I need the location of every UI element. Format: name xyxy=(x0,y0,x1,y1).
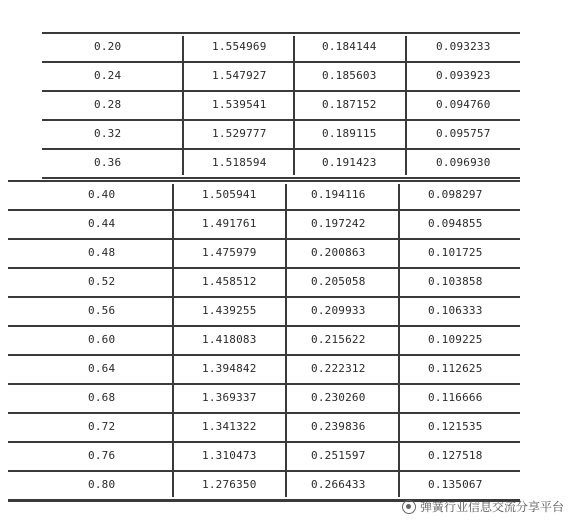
table-cell: 0.191423 xyxy=(322,156,377,169)
column-separator xyxy=(285,184,287,497)
watermark xyxy=(402,498,564,515)
column-separator xyxy=(293,36,295,175)
table-row-key-cell: 0.76 xyxy=(88,449,116,462)
table-row-key-cell: 0.24 xyxy=(94,69,122,82)
table-cell: 0.098297 xyxy=(428,188,483,201)
table-cell: 0.106333 xyxy=(428,304,483,317)
table-cell: 0.194116 xyxy=(311,188,366,201)
column-separator xyxy=(182,36,184,175)
table-cell: 0.101725 xyxy=(428,246,483,259)
table-row-key-cell: 0.68 xyxy=(88,391,116,404)
table-cell: 0.112625 xyxy=(428,362,483,375)
table-cell: 1.439255 xyxy=(202,304,257,317)
table-rule xyxy=(8,209,520,211)
table-cell: 0.095757 xyxy=(436,127,491,140)
table-rule xyxy=(42,177,520,179)
table-cell: 0.200863 xyxy=(311,246,366,259)
table-cell: 0.189115 xyxy=(322,127,377,140)
table-cell: 1.554969 xyxy=(212,40,267,53)
table-row-key-cell: 0.28 xyxy=(94,98,122,111)
table-cell: 1.458512 xyxy=(202,275,257,288)
table-row-key-cell: 0.20 xyxy=(94,40,122,53)
table-rule xyxy=(8,180,520,182)
table-cell: 0.121535 xyxy=(428,420,483,433)
table-row-key-cell: 0.60 xyxy=(88,333,116,346)
table-rule xyxy=(42,61,520,63)
table-rule xyxy=(42,148,520,150)
table-cell: 0.096930 xyxy=(436,156,491,169)
table-cell: 0.209933 xyxy=(311,304,366,317)
table-cell: 1.369337 xyxy=(202,391,257,404)
table-rule xyxy=(8,325,520,327)
table-cell: 0.187152 xyxy=(322,98,377,111)
table-rule xyxy=(8,296,520,298)
wechat-icon xyxy=(402,500,416,514)
table-cell: 1.418083 xyxy=(202,333,257,346)
table-cell: 1.310473 xyxy=(202,449,257,462)
column-separator xyxy=(405,36,407,175)
table-rule xyxy=(8,441,520,443)
table-cell: 0.093923 xyxy=(436,69,491,82)
table-cell: 1.547927 xyxy=(212,69,267,82)
table-cell: 0.109225 xyxy=(428,333,483,346)
table-cell: 0.093233 xyxy=(436,40,491,53)
table-cell: 1.394842 xyxy=(202,362,257,375)
table-cell: 1.341322 xyxy=(202,420,257,433)
table-rule xyxy=(8,238,520,240)
table-cell: 1.276350 xyxy=(202,478,257,491)
table-cell: 0.135067 xyxy=(428,478,483,491)
table-row-key-cell: 0.56 xyxy=(88,304,116,317)
table-cell: 0.222312 xyxy=(311,362,366,375)
table-cell: 0.266433 xyxy=(311,478,366,491)
table-cell: 0.251597 xyxy=(311,449,366,462)
table-row-key-cell: 0.80 xyxy=(88,478,116,491)
watermark-text: 弹簧行业信息交流分享平台 xyxy=(419,500,564,514)
table-cell: 0.103858 xyxy=(428,275,483,288)
table-cell: 0.184144 xyxy=(322,40,377,53)
table-rule xyxy=(42,90,520,92)
table-row-key-cell: 0.32 xyxy=(94,127,122,140)
table-row-key-cell: 0.52 xyxy=(88,275,116,288)
table-rule xyxy=(8,470,520,472)
table-cell: 0.205058 xyxy=(311,275,366,288)
table-row-key-cell: 0.44 xyxy=(88,217,116,230)
table-cell: 0.215622 xyxy=(311,333,366,346)
table-cell: 0.230260 xyxy=(311,391,366,404)
table-cell: 0.094760 xyxy=(436,98,491,111)
table-cell: 0.197242 xyxy=(311,217,366,230)
table-rule xyxy=(8,412,520,414)
table-cell: 0.239836 xyxy=(311,420,366,433)
table-rule xyxy=(8,267,520,269)
table-cell: 1.505941 xyxy=(202,188,257,201)
table-cell: 1.518594 xyxy=(212,156,267,169)
table-row-key-cell: 0.40 xyxy=(88,188,116,201)
table-row-key-cell: 0.36 xyxy=(94,156,122,169)
table-cell: 1.491761 xyxy=(202,217,257,230)
table-cell: 0.116666 xyxy=(428,391,483,404)
table-cell: 0.094855 xyxy=(428,217,483,230)
table-row-key-cell: 0.64 xyxy=(88,362,116,375)
table-cell: 1.475979 xyxy=(202,246,257,259)
table-cell: 0.127518 xyxy=(428,449,483,462)
table-cell: 1.529777 xyxy=(212,127,267,140)
column-separator xyxy=(398,184,400,497)
table-rule xyxy=(8,354,520,356)
table-cell: 1.539541 xyxy=(212,98,267,111)
table-rule xyxy=(8,383,520,385)
table-rule xyxy=(42,119,520,121)
table-rule xyxy=(42,32,520,34)
table-row-key-cell: 0.72 xyxy=(88,420,116,433)
table-row-key-cell: 0.48 xyxy=(88,246,116,259)
table-cell: 0.185603 xyxy=(322,69,377,82)
column-separator xyxy=(172,184,174,497)
